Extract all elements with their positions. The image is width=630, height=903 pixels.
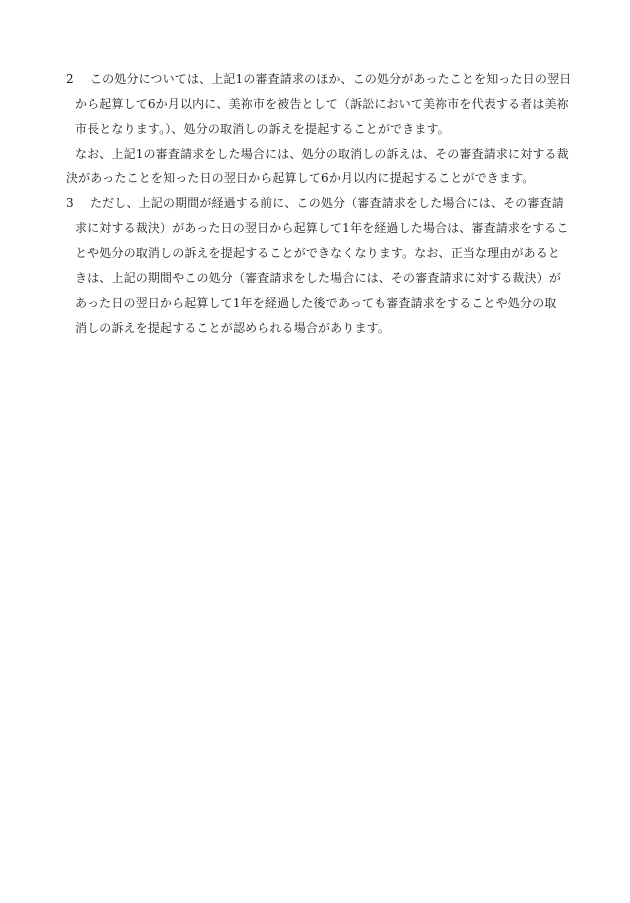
paragraph-text: 市長となります。）、処分の取消しの訴えを提起することができます。 [75,122,450,136]
section-number: 2 [66,72,74,86]
section-2-line-5 [66,170,534,186]
section-2-line-2 [75,96,569,112]
paragraph-text: あった日の翌日から起算して1年を経過した後であっても審査請求をすることや処分の取 [75,296,557,310]
paragraph-text: この処分については、上記1の審査請求のほか、この処分があったことを知った日の翌日 [90,72,572,86]
section-3-line-6 [75,320,390,336]
paragraph-text: 決があったことを知った日の翌日から起算して6か月以内に提起することができます。 [66,171,535,185]
section-3-line-1 [66,195,564,211]
paragraph-text: ただし、上記の期間が経過する前に、この処分（審査請求をした場合には、その審査請 [90,196,564,210]
paragraph-text: きは、上記の期間やこの処分（審査請求をした場合には、その審査請求に対する裁決）が [75,271,562,285]
section-3-line-5 [75,295,556,311]
section-3-line-4 [75,270,561,286]
section-3-line-3 [75,245,560,261]
section-number: 3 [66,196,74,210]
section-2-line-1 [66,71,571,87]
paragraph-text: 求に対する裁決）があった日の翌日から起算して1年を経過した場合は、審査請求をするこ [75,221,569,235]
paragraph-text: 消しの訴えを提起することが認められる場合があります。 [75,321,390,335]
paragraph-text: とや処分の取消しの訴えを提起することができなくなります。なお、正当な理由があると [75,246,561,260]
section-2-line-4 [75,146,569,162]
section-3-line-2 [75,220,569,236]
section-2-line-3 [75,121,450,137]
paragraph-text: から起算して6か月以内に、美祢市を被告として（訴訟において美祢市を代表する者は美祢 [75,97,569,111]
paragraph-text: なお、上記1の審査請求をした場合には、処分の取消しの訴えは、その審査請求に対する裁 [75,147,569,161]
